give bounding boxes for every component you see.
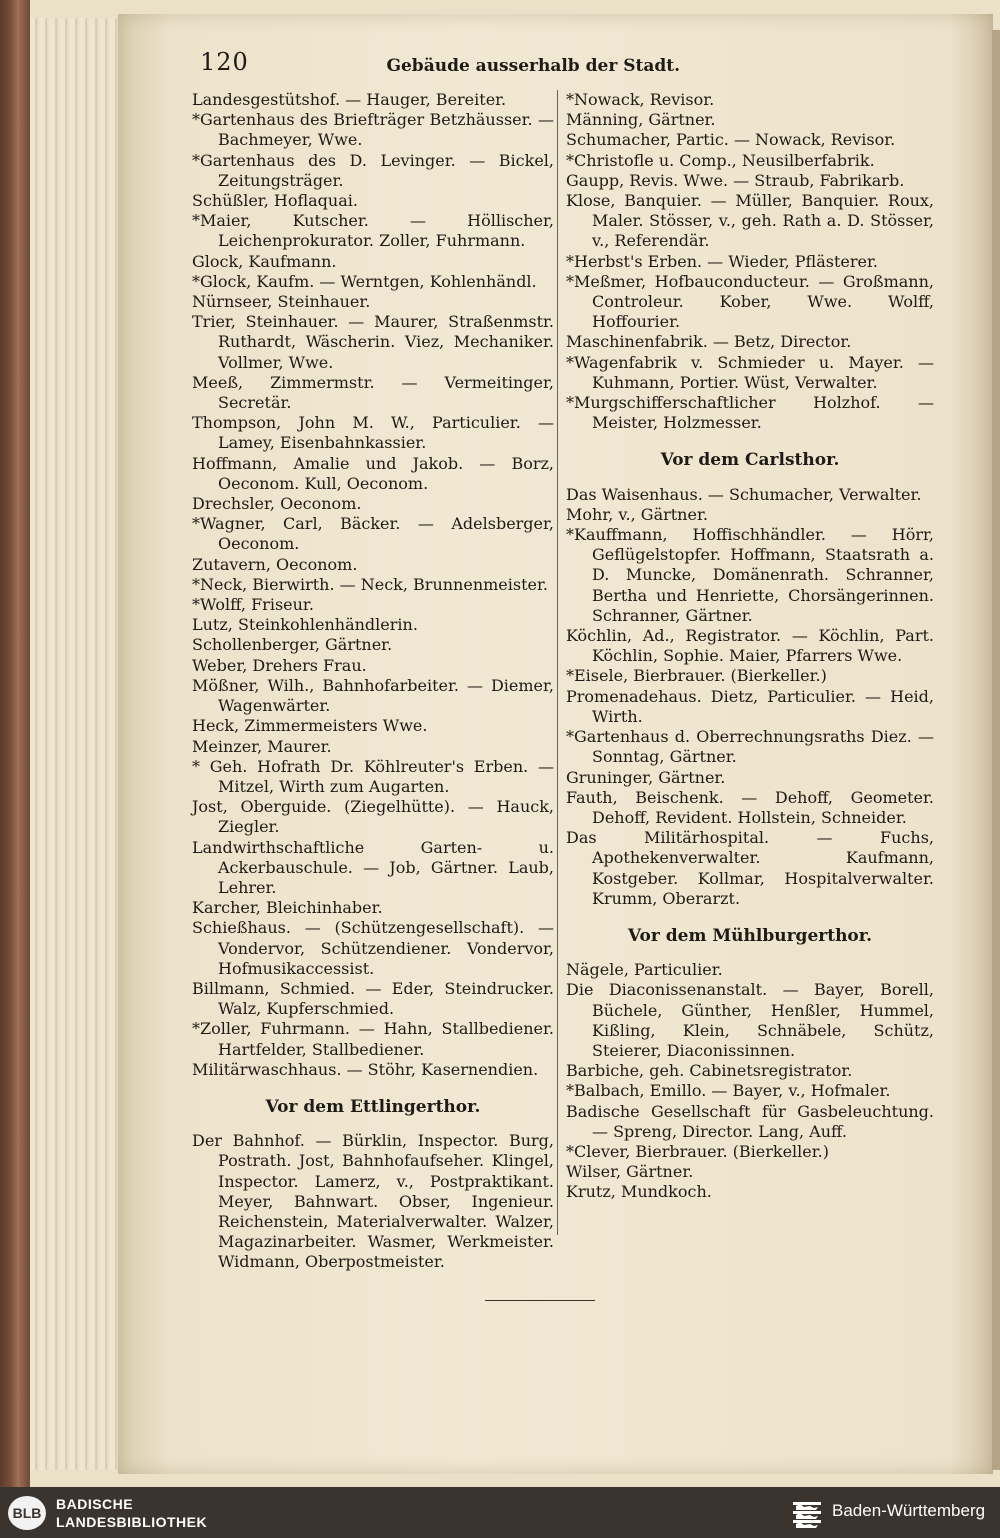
- directory-entry: *Gartenhaus des Briefträger Betzhäusser. — Bachmeyer, Wwe.: [192, 110, 554, 150]
- library-name-line1: BADISCHE: [56, 1496, 134, 1512]
- directory-entry: Weber, Drehers Frau.: [192, 655, 367, 675]
- footer-bar: [0, 1487, 1000, 1538]
- book-spine: [0, 0, 30, 1487]
- column-divider: [557, 90, 558, 1235]
- state-name[interactable]: Baden-Württemberg: [832, 1501, 986, 1520]
- library-name-line2: LANDESBIBLIOTHEK: [56, 1514, 208, 1530]
- directory-entry: *Glock, Kaufm. — Werntgen, Kohlenhändl.: [192, 271, 537, 291]
- directory-entry: Schollenberger, Gärtner.: [192, 635, 393, 655]
- section-heading: Vor dem Carlsthor.: [660, 450, 840, 471]
- directory-entry: Hoffmann, Amalie und Jakob. — Borz, Oeconom. Kull, Oeconom.: [192, 453, 554, 493]
- directory-entry: Krutz, Mundkoch.: [566, 1182, 712, 1202]
- directory-entry: Drechsler, Oeconom.: [192, 494, 362, 514]
- directory-entry: Lutz, Steinkohlenhändlerin.: [192, 615, 418, 635]
- section-heading: Vor dem Ettlingerthor.: [265, 1096, 481, 1117]
- directory-entry: *Clever, Bierbrauer. (Bierkeller.): [566, 1141, 829, 1161]
- end-rule: [485, 1300, 595, 1301]
- directory-entry: *Gartenhaus d. Oberrechnungsraths Diez. — Sonntag, Gärtner.: [566, 727, 934, 767]
- directory-entry: Der Bahnhof. — Bürklin, Inspector. Burg, Postrath. Jost, Bahnhofaufseher. Klingel, Inspector. Lamerz, v., Postpraktikant. Meyer, Bahnwart. Obser, Ingenieur. Reichenstein, Materialverwalter. Walzer, Magazinarbeiter. Wasmer, Werkmeister. Widmann, Oberpostmeister.: [192, 1131, 554, 1272]
- directory-entry: Schüßler, Hoflaquai.: [192, 191, 358, 211]
- directory-entry: Wilser, Gärtner.: [566, 1162, 694, 1182]
- directory-entry: Mohr, v., Gärtner.: [566, 504, 708, 524]
- directory-entry: *Wagenfabrik v. Schmieder u. Mayer. — Kuhmann, Portier. Wüst, Verwalter.: [566, 352, 934, 392]
- directory-entry: Billmann, Schmied. — Eder, Steindrucker. Walz, Kupferschmied.: [192, 978, 554, 1019]
- running-header: [200, 48, 680, 78]
- directory-entry: Jost, Oberguide. (Ziegelhütte). — Hauck, Ziegler.: [192, 797, 554, 837]
- directory-entry: Militärwaschhaus. — Stöhr, Kasernendien.: [192, 1059, 539, 1079]
- directory-entry: Landesgestütshof. — Hauger, Bereiter.: [192, 90, 507, 109]
- directory-entry: *Balbach, Emillo. — Bayer, v., Hofmaler.: [566, 1081, 891, 1101]
- directory-entry: Fauth, Beischenk. — Dehoff, Geometer. Dehoff, Revident. Hollstein, Schneider.: [566, 787, 934, 827]
- section-heading: Vor dem Mühlburgerthor.: [627, 925, 873, 946]
- directory-entry: *Murgschifferschaftlicher Holzhof. — Meister, Holzmesser.: [566, 393, 934, 433]
- directory-entry: Nürnseer, Steinhauer.: [192, 292, 371, 312]
- directory-entry: *Gartenhaus des D. Levinger. — Bickel, Zeitungsträger.: [192, 150, 554, 190]
- blb-logo-icon[interactable]: BLB: [8, 1496, 46, 1530]
- baden-wuerttemberg-lions-icon: [790, 1497, 824, 1529]
- directory-entry: *Herbst's Erben. — Wieder, Pflästerer.: [566, 251, 878, 271]
- directory-entry: Schumacher, Partic. — Nowack, Revisor.: [566, 130, 896, 150]
- directory-entry: Das Waisenhaus. — Schumacher, Verwalter.: [566, 484, 922, 504]
- directory-entry: *Christofle u. Comp., Neusilberfabrik.: [566, 150, 875, 170]
- directory-entry: Karcher, Bleichinhaber.: [192, 898, 383, 918]
- directory-entry: *Maier, Kutscher. — Höllischer, Leichenprokurator. Zoller, Fuhrmann.: [192, 211, 554, 251]
- directory-entry: *Kauffmann, Hoffischhändler. — Hörr, Geflügelstopfer. Hoffmann, Staatsrath a. D. Muncke, Domänenrath. Schranner, Bertha und Henriette, Chorsängerinnen. Schranner, Gärtner.: [566, 525, 934, 625]
- directory-entry: Klose, Banquier. — Müller, Banquier. Roux, Maler. Stösser, v., geh. Rath a. D. Stösser, v., Referendär.: [566, 191, 934, 251]
- directory-entry: Meinzer, Maurer.: [192, 736, 332, 756]
- directory-entry: Zutavern, Oeconom.: [192, 554, 358, 574]
- page-edges: [30, 18, 120, 1470]
- running-title: Gebäude ausserhalb der Stadt.: [386, 56, 680, 76]
- directory-entry: *Nowack, Revisor.: [566, 90, 715, 109]
- directory-entry: *Eisele, Bierbrauer. (Bierkeller.): [566, 666, 827, 686]
- directory-entry: Landwirthschaftliche Garten- u. Ackerbauschule. — Job, Gärtner. Laub, Lehrer.: [192, 837, 554, 897]
- directory-entry: Promenadehaus. Dietz, Particulier. — Heid, Wirth.: [566, 686, 934, 726]
- directory-entry: Männing, Gärtner.: [566, 110, 716, 130]
- left-column: [192, 90, 554, 1273]
- directory-entry: Trier, Steinhauer. — Maurer, Straßenmstr. Ruthardt, Wäscherin. Viez, Mechaniker. Vollmer, Wwe.: [192, 312, 554, 372]
- directory-entry: Meeß, Zimmermstr. — Vermeitinger, Secretär.: [192, 372, 554, 413]
- directory-entry: *Zoller, Fuhrmann. — Hahn, Stallbediener. Hartfelder, Stallbediener.: [192, 1019, 554, 1059]
- directory-entry: Barbiche, geh. Cabinetsregistrator.: [566, 1061, 853, 1081]
- right-page-edge: [992, 30, 1000, 1470]
- directory-entry: Heck, Zimmermeisters Wwe.: [192, 716, 428, 736]
- directory-entry: Thompson, John M. W., Particulier. — Lamey, Eisenbahnkassier.: [192, 413, 554, 453]
- directory-entry: Gaupp, Revis. Wwe. — Straub, Fabrikarb.: [566, 170, 905, 190]
- directory-entry: Das Militärhospital. — Fuchs, Apothekenverwalter. Kaufmann, Kostgeber. Kollmar, Hospitalverwalter. Krumm, Oberarzt.: [566, 828, 934, 908]
- directory-entry: * Geh. Hofrath Dr. Köhlreuter's Erben. — Mitzel, Wirth zum Augarten.: [192, 756, 554, 796]
- directory-entry: Badische Gesellschaft für Gasbeleuchtung. — Spreng, Director. Lang, Auff.: [566, 1101, 934, 1141]
- directory-entry: Mößner, Wilh., Bahnhofarbeiter. — Diemer, Wagenwärter.: [192, 675, 554, 716]
- directory-entry: *Wolff, Friseur.: [192, 595, 314, 615]
- directory-entry: *Neck, Bierwirth. — Neck, Brunnenmeister.: [192, 574, 548, 594]
- directory-entry: Gruninger, Gärtner.: [566, 767, 726, 787]
- directory-entry: Glock, Kaufmann.: [192, 251, 337, 271]
- directory-entry: *Meßmer, Hofbauconducteur. — Großmann, Controleur. Kober, Wwe. Wolff, Hoffourier.: [566, 271, 934, 332]
- directory-entry: *Wagner, Carl, Bäcker. — Adelsberger, Oeconom.: [192, 514, 554, 554]
- right-column: [566, 90, 934, 1203]
- directory-entry: Maschinenfabrik. — Betz, Director.: [566, 332, 852, 352]
- directory-entry: Nägele, Particulier.: [566, 960, 723, 980]
- directory-entry: Köchlin, Ad., Registrator. — Köchlin, Part. Köchlin, Sophie. Maier, Pfarrers Wwe.: [566, 626, 934, 666]
- directory-entry: Die Diaconissenanstalt. — Bayer, Borell, Büchele, Günther, Henßler, Hummel, Kißling, Klein, Schnäbele, Schütz, Steierer, Diaconissinnen.: [566, 980, 934, 1060]
- directory-entry: Schießhaus. — (Schützengesellschaft). — Vondervor, Schützendiener. Vondervor, Hofmusikaccessist.: [192, 918, 554, 978]
- page-number: 120: [200, 48, 249, 76]
